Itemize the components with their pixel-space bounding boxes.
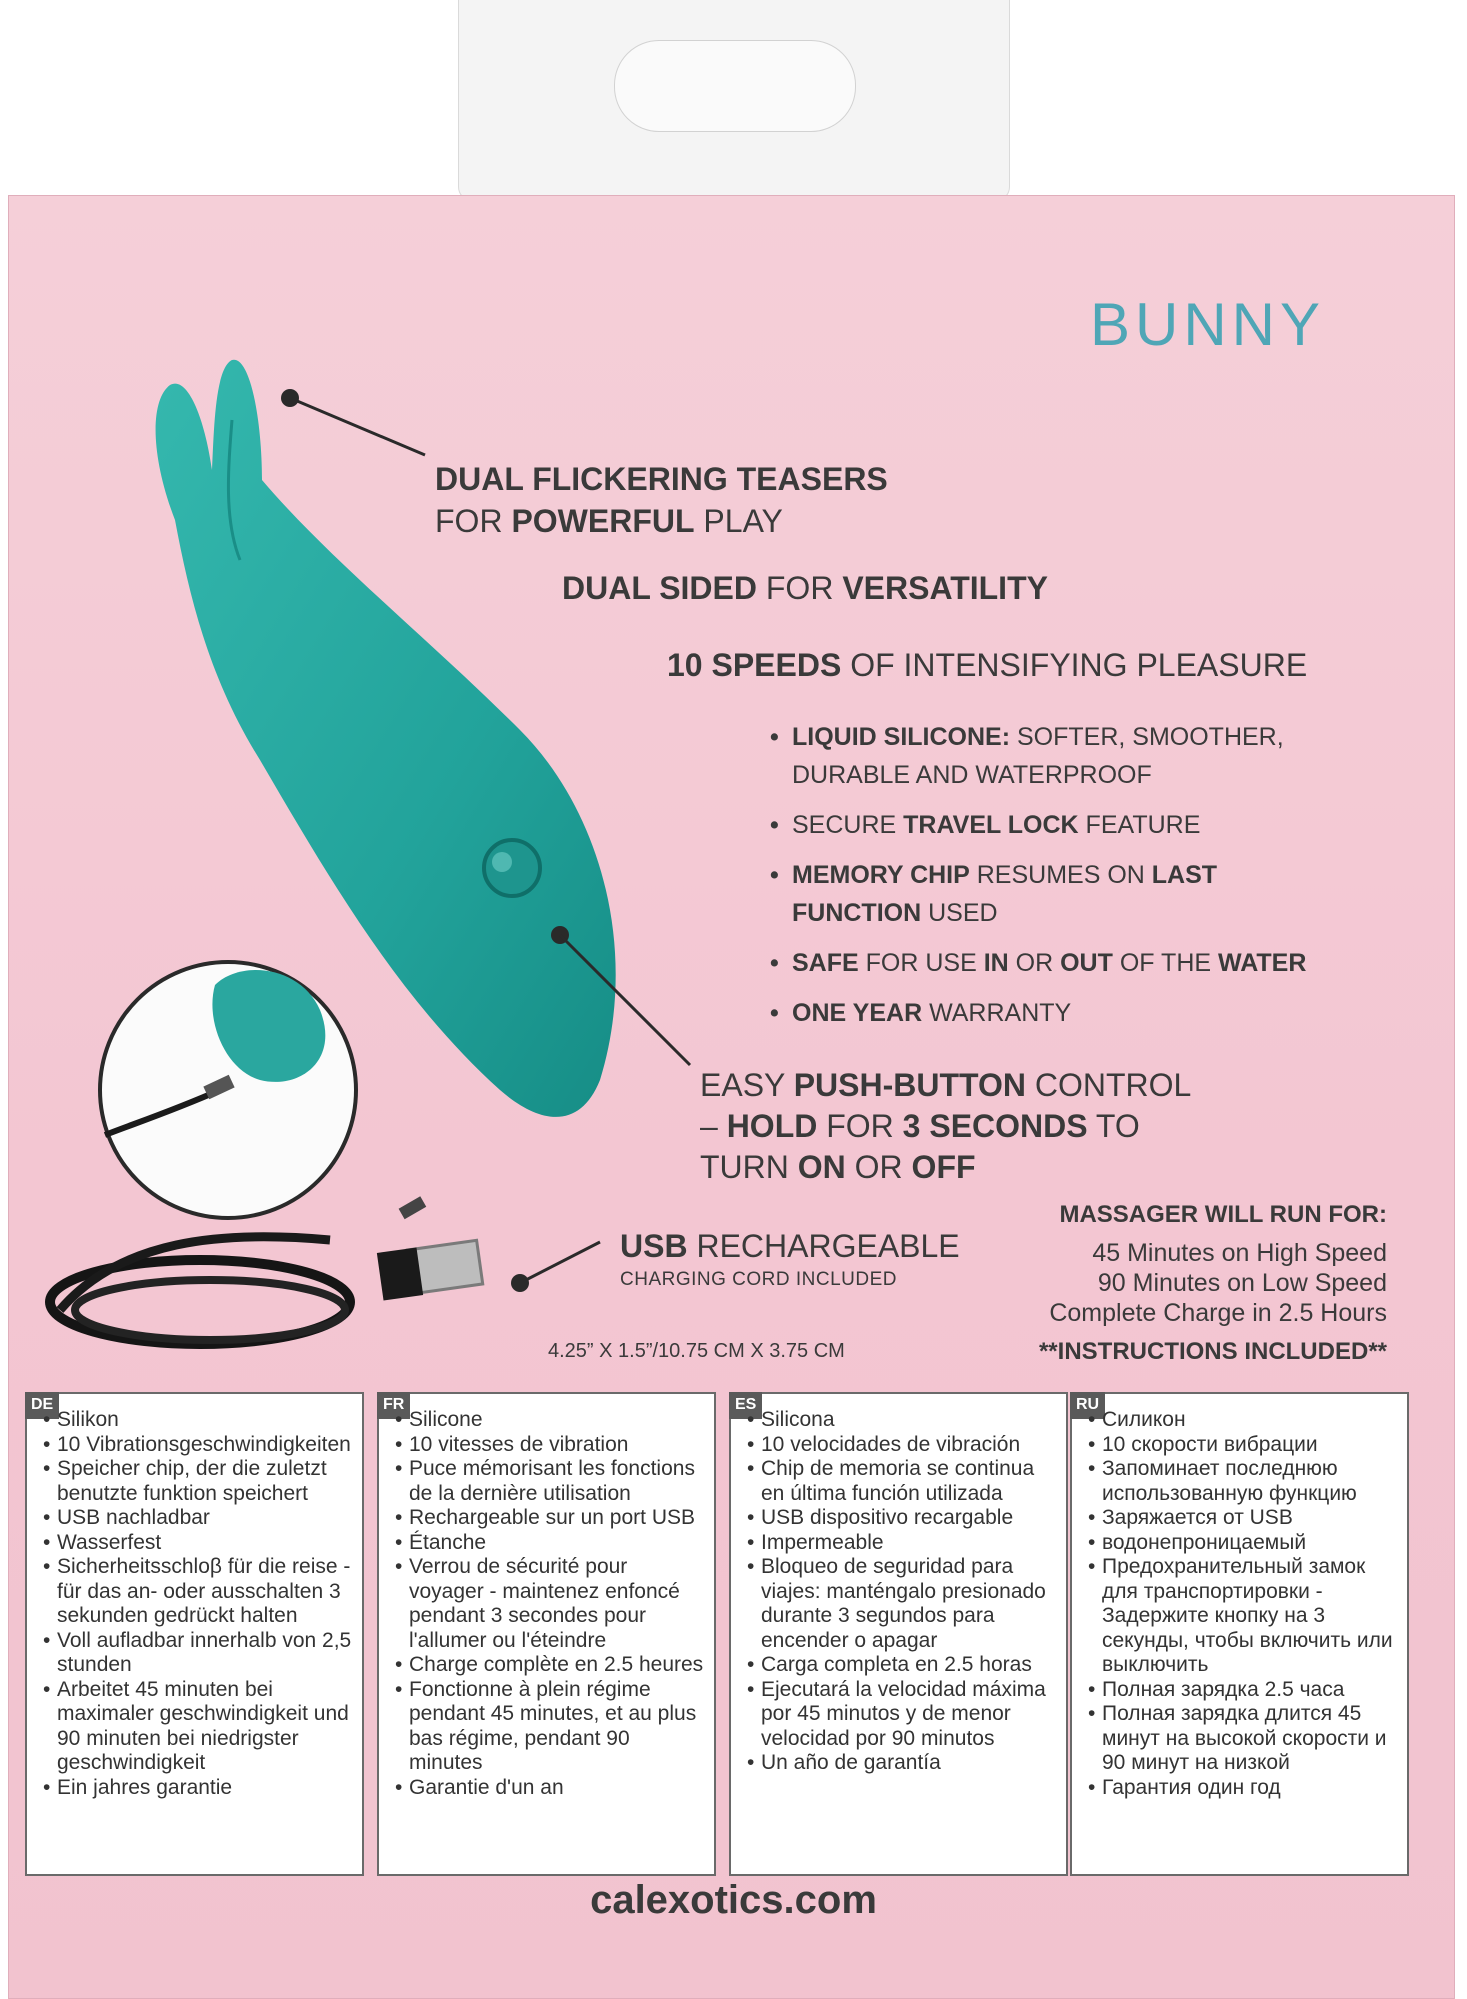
language-feature-item: • Sicherheitsschloβ für die reise - für das an- oder ausschalten 3 sekunden gedrückt halten xyxy=(43,1555,354,1629)
language-feature-item: • Силикон xyxy=(1088,1408,1186,1431)
language-feature-text: Voll aufladbar innerhalb von 2,5 stunden xyxy=(57,1628,352,1676)
language-feature-item: • Fonctionne à plein régime pendant 45 minutes, et au plus bas régime, pendant 90 minutes xyxy=(395,1678,706,1776)
dimensions: 4.25” X 1.5”/10.75 CM X 3.75 CM xyxy=(548,1340,845,1362)
usb-feature xyxy=(620,1228,960,1291)
language-feature-text: Полная зарядка 2.5 часа xyxy=(1102,1677,1345,1701)
dual-sided-bold2: VERSATILITY xyxy=(842,570,1048,606)
language-feature-item: • Charge complète en 2.5 heures xyxy=(395,1653,704,1676)
bullet-travel-lock: • SECURE TRAVEL LOCK FEATURE xyxy=(770,811,1201,839)
b3-t1: FOR USE xyxy=(858,949,984,977)
usb-rest: RECHARGEABLE xyxy=(687,1228,960,1264)
language-feature-text: Charge complète en 2.5 heures xyxy=(409,1653,704,1676)
b4-rest: WARRANTY xyxy=(922,999,1072,1027)
language-feature-text: Ejecutará la velocidad máxima por 45 minutos y de menor velocidad por 90 minutos xyxy=(761,1677,1046,1750)
language-feature-text: USB dispositivo recargable xyxy=(761,1506,1014,1529)
push-button xyxy=(484,840,540,896)
language-feature-item: • Полная зарядка длится 45 минут на высокой скорости и 90 минут на низкой xyxy=(1088,1702,1399,1776)
language-feature-item: • Ein jahres garantie xyxy=(43,1775,233,1799)
runtime-line: Complete Charge in 2.5 Hours xyxy=(1049,1299,1387,1327)
language-feature-item: • Chip de memoria se continua en última función utilizada xyxy=(747,1457,1058,1506)
language-feature-text: Bloqueo de seguridad para viajes: manténgalo presionado durante 3 segundos para encender o apagar xyxy=(761,1555,1046,1652)
btn-l3-mid: OR xyxy=(845,1149,912,1185)
language-feature-text: Arbeitet 45 minuten bei maximaler geschwindigkeit und 90 minuten bei niedrigster geschwindigkeit xyxy=(57,1677,349,1774)
language-feature-text: Carga completa en 2.5 horas xyxy=(761,1653,1032,1676)
language-feature-item: • Silicona xyxy=(747,1408,835,1431)
b1-post: FEATURE xyxy=(1078,811,1201,839)
runtime-line: 90 Minutes on Low Speed xyxy=(1097,1269,1387,1297)
language-feature-text: водонепроницаемый xyxy=(1102,1530,1307,1554)
language-feature-item: • 10 vitesses de vibration xyxy=(395,1432,629,1456)
b2-l2-bold: FUNCTION xyxy=(792,899,922,927)
b0-rest: SOFTER, SMOOTHER, xyxy=(1010,723,1284,751)
language-code: ES xyxy=(729,1392,762,1419)
b3-b1: SAFE xyxy=(792,949,859,977)
b2-bold1: MEMORY CHIP xyxy=(792,861,970,889)
brand-title: BUNNY xyxy=(1090,291,1326,358)
language-feature-text: 10 velocidades de vibración xyxy=(761,1432,1021,1456)
language-feature-text: 10 Vibrationsgeschwindigkeiten xyxy=(57,1432,351,1456)
language-feature-list xyxy=(747,1408,1058,1776)
speeds-bold: 10 SPEEDS xyxy=(667,647,842,683)
bullet-warranty: • ONE YEAR WARRANTY xyxy=(770,999,1072,1027)
btn-l1-pre: EASY xyxy=(700,1067,794,1103)
dual-sided-bold1: DUAL SIDED xyxy=(562,570,757,606)
btn-l2-bold1: HOLD xyxy=(726,1108,818,1144)
language-feature-item: • Verrou de sécurité pour voyager - maintenez enfoncé pendant 3 secondes pour l'allumer ou l'éteindre xyxy=(395,1555,706,1653)
language-feature-text: Verrou de sécurité pour voyager - maintenez enfoncé pendant 3 secondes pour l'allumer ou l'éteindre xyxy=(409,1555,680,1652)
language-code: FR xyxy=(377,1392,410,1419)
language-feature-item: • 10 скорости вибрации xyxy=(1088,1432,1318,1456)
language-feature-text: Silicone xyxy=(409,1408,483,1431)
language-feature-item: • Voll aufladbar innerhalb von 2,5 stunden xyxy=(43,1629,354,1678)
language-feature-text: Ein jahres garantie xyxy=(57,1775,233,1799)
language-feature-text: Étanche xyxy=(409,1530,487,1554)
btn-l1-bold: PUSH-BUTTON xyxy=(793,1067,1026,1103)
language-box-de xyxy=(25,1392,364,1876)
language-feature-text: Speicher chip, der die zuletzt benutzte funktion speichert xyxy=(57,1457,327,1505)
language-feature-item: • USB nachladbar xyxy=(43,1506,210,1529)
teasers-pre: FOR xyxy=(435,503,512,539)
speeds-rest: OF INTENSIFYING PLEASURE xyxy=(841,647,1308,683)
language-feature-text: Fonctionne à plein régime pendant 45 minutes, et au plus bas régime, pendant 90 minutes xyxy=(409,1677,697,1774)
b4-bold: ONE YEAR xyxy=(792,999,923,1027)
b0-l2: DURABLE AND WATERPROOF xyxy=(792,761,1152,789)
language-feature-text: USB nachladbar xyxy=(57,1506,210,1529)
language-feature-item: • Rechargeable sur un port USB xyxy=(395,1506,695,1529)
btn-l3-pre: TURN xyxy=(700,1149,798,1185)
feature-bullets xyxy=(770,718,1370,1044)
language-feature-text: Заряжается от USB xyxy=(1102,1506,1293,1529)
language-feature-item: • Speicher chip, der die zuletzt benutzte funktion speichert xyxy=(43,1457,354,1506)
btn-l3-bold1: ON xyxy=(797,1149,846,1185)
language-feature-text: Силикон xyxy=(1102,1408,1186,1431)
language-feature-text: Garantie d'un an xyxy=(409,1775,564,1799)
btn-l2-pre: – xyxy=(700,1108,727,1144)
teasers-post: PLAY xyxy=(694,503,783,539)
language-feature-text: Предохранительный замок для транспортировки - Задержите кнопку на 3 секунды, чтобы включить или выключить xyxy=(1102,1555,1393,1676)
b3-b4: WATER xyxy=(1218,949,1307,977)
b1-pre: SECURE xyxy=(792,811,904,839)
runtime-line: 45 Minutes on High Speed xyxy=(1092,1239,1387,1267)
b3-t3: OF THE xyxy=(1112,949,1218,977)
dual-sided-feature xyxy=(562,570,1048,607)
language-feature-list xyxy=(1088,1408,1399,1800)
bullet-memory-chip: • MEMORY CHIP RESUMES ON LAST FUNCTION USED xyxy=(770,861,1218,927)
language-feature-item: • Puce mémorisant les fonctions de la dernière utilisation xyxy=(395,1457,706,1506)
language-feature-item: • Carga completa en 2.5 horas xyxy=(747,1653,1032,1676)
language-feature-item: • Запоминает последнюю использованную функцию xyxy=(1088,1457,1399,1506)
b3-t2: OR xyxy=(1008,949,1061,977)
language-feature-item: • Garantie d'un an xyxy=(395,1775,564,1799)
b3-b2: IN xyxy=(983,949,1009,977)
language-box-ru xyxy=(1070,1392,1409,1876)
language-feature-item: • Silicone xyxy=(395,1408,483,1431)
speeds-feature xyxy=(667,647,1307,684)
teasers-line1: DUAL FLICKERING TEASERS xyxy=(435,461,888,497)
runtime-block xyxy=(1049,1200,1387,1328)
language-feature-text: Гарантия один год xyxy=(1102,1775,1281,1799)
usb-sub: CHARGING CORD INCLUDED xyxy=(620,1269,898,1290)
language-feature-item: • Полная зарядка 2.5 часа xyxy=(1088,1677,1345,1701)
bullet-silicone: • LIQUID SILICONE: SOFTER, SMOOTHER, DURABLE AND WATERPROOF xyxy=(770,723,1284,789)
language-feature-item: • Предохранительный замок для транспортировки - Задержите кнопку на 3 секунды, чтобы включить или выключить xyxy=(1088,1555,1399,1678)
language-feature-item: • Bloqueo de seguridad para viajes: manténgalo presionado durante 3 segundos para encender o apagar xyxy=(747,1555,1058,1653)
language-feature-item: • USB dispositivo recargable xyxy=(747,1506,1014,1529)
language-feature-text: Wasserfest xyxy=(57,1530,162,1554)
btn-l2-bold2: 3 SECONDS xyxy=(902,1108,1088,1144)
button-feature xyxy=(700,1065,1191,1188)
language-feature-text: Rechargeable sur un port USB xyxy=(409,1506,695,1529)
language-feature-item: • Silikon xyxy=(43,1408,119,1431)
btn-l2-post: TO xyxy=(1087,1108,1140,1144)
btn-l3-bold2: OFF xyxy=(911,1149,976,1185)
language-feature-text: Puce mémorisant les fonctions de la dernière utilisation xyxy=(409,1457,695,1505)
language-feature-item: • Заряжается от USB xyxy=(1088,1506,1293,1529)
teasers-feature xyxy=(435,458,888,542)
b2-mid: RESUMES ON xyxy=(969,861,1152,889)
teasers-line2 xyxy=(435,500,888,542)
language-feature-item: • 10 Vibrationsgeschwindigkeiten xyxy=(43,1432,351,1456)
runtime-title: MASSAGER WILL RUN FOR: xyxy=(1059,1201,1387,1228)
language-feature-text: Impermeable xyxy=(761,1530,884,1554)
language-feature-text: 10 скорости вибрации xyxy=(1102,1432,1318,1456)
language-feature-item: • Wasserfest xyxy=(43,1530,162,1554)
language-code: RU xyxy=(1070,1392,1105,1419)
language-feature-item: • Un año de garantía xyxy=(747,1751,941,1774)
language-feature-item: • Гарантия один год xyxy=(1088,1775,1281,1799)
language-feature-item: • водонепроницаемый xyxy=(1088,1530,1307,1554)
language-feature-text: Chip de memoria se continua en última función utilizada xyxy=(761,1457,1035,1505)
language-feature-text: Полная зарядка длится 45 минут на высокой скорости и 90 минут на низкой xyxy=(1102,1702,1387,1774)
btn-l1-post: CONTROL xyxy=(1025,1067,1192,1103)
bullet-water: • SAFE FOR USE IN OR OUT OF THE WATER xyxy=(770,949,1307,977)
teasers-bold: POWERFUL xyxy=(511,503,695,539)
b2-l2-rest: USED xyxy=(921,899,998,927)
language-feature-item: • Ejecutará la velocidad máxima por 45 minutos y de menor velocidad por 90 minutos xyxy=(747,1678,1058,1752)
b3-b3: OUT xyxy=(1060,949,1113,977)
language-feature-item: • Impermeable xyxy=(747,1530,884,1554)
language-feature-item: • Étanche xyxy=(395,1530,487,1554)
language-code: DE xyxy=(25,1392,59,1419)
language-feature-list xyxy=(395,1408,706,1800)
b0-bold: LIQUID SILICONE: xyxy=(792,723,1011,751)
language-feature-item: • 10 velocidades de vibración xyxy=(747,1432,1021,1456)
language-feature-text: Sicherheitsschloβ für die reise - für das an- oder ausschalten 3 sekunden gedrückt halten xyxy=(57,1555,351,1627)
language-feature-text: Silikon xyxy=(57,1408,119,1431)
language-feature-list xyxy=(43,1408,354,1800)
language-feature-text: Запоминает последнюю использованную функцию xyxy=(1102,1457,1357,1505)
language-box-es xyxy=(729,1392,1068,1876)
dual-sided-mid: FOR xyxy=(756,570,843,606)
instructions-included: **INSTRUCTIONS INCLUDED** xyxy=(1038,1338,1387,1365)
website-url: calexotics.com xyxy=(590,1878,877,1922)
language-feature-text: Un año de garantía xyxy=(761,1751,941,1774)
language-box-fr xyxy=(377,1392,716,1876)
b1-bold: TRAVEL LOCK xyxy=(903,811,1079,839)
btn-l2-mid: FOR xyxy=(817,1108,903,1144)
language-feature-item: • Arbeitet 45 minuten bei maximaler geschwindigkeit und 90 minuten bei niedrigster geschwindigkeit xyxy=(43,1678,354,1776)
language-feature-text: Silicona xyxy=(761,1408,835,1431)
usb-bold: USB xyxy=(620,1228,688,1264)
language-feature-text: 10 vitesses de vibration xyxy=(409,1432,629,1456)
b2-bold2: LAST xyxy=(1151,861,1218,889)
